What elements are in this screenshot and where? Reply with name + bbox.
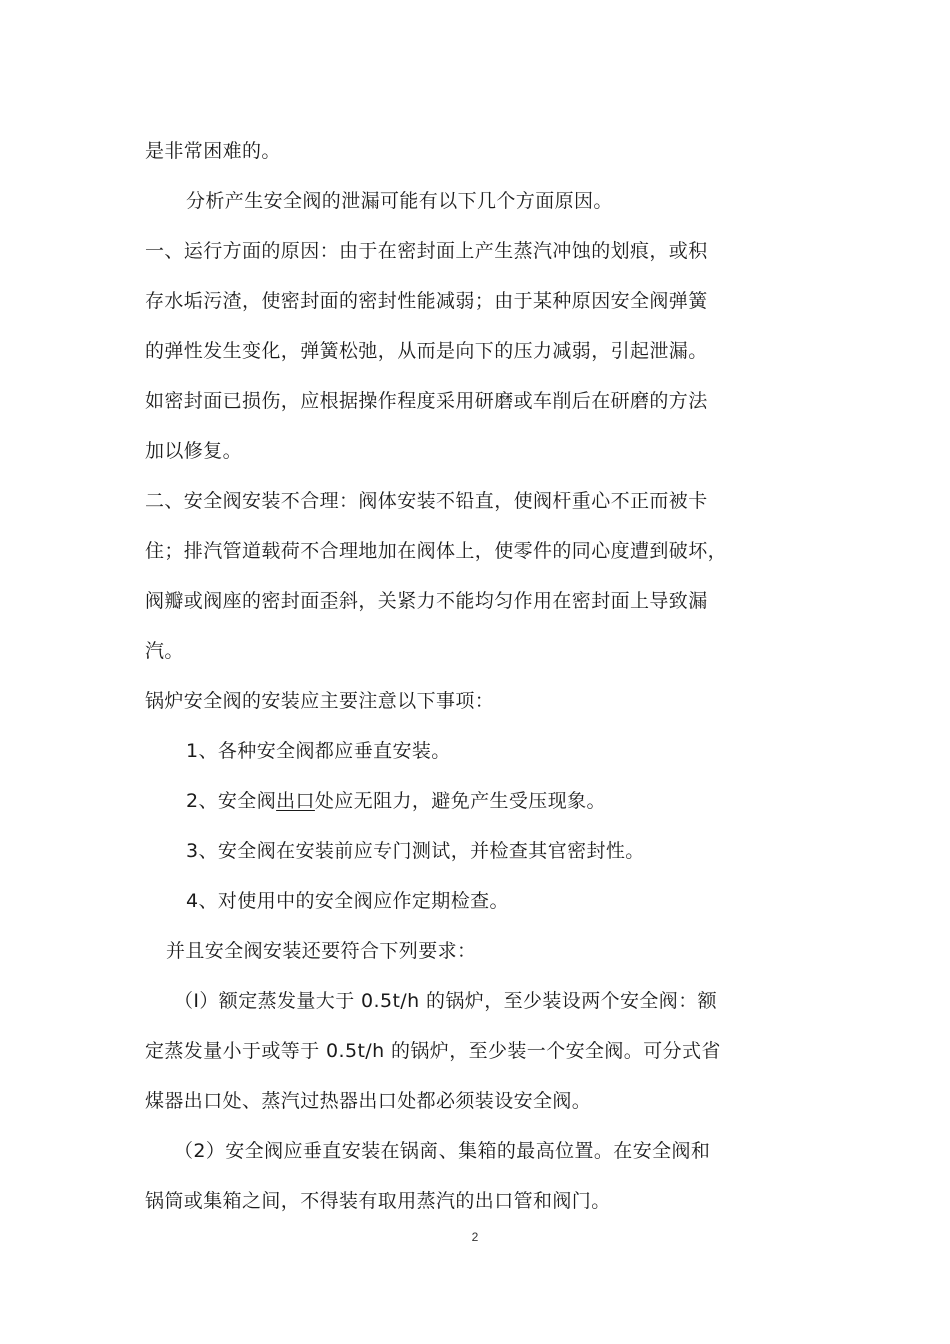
text-line: 二、安全阀安装不合理：阀体安装不铅直，使阀杆重心不正而被卡 (145, 490, 708, 512)
list-item: 3、安全阀在安装前应专门测试，并检查其官密封性。 (186, 840, 645, 862)
page-number: 2 (471, 1230, 479, 1244)
text-line: 锅筒或集箱之间，不得装有取用蒸汽的出口管和阀门。 (145, 1190, 611, 1212)
list-item-text: 2、安全阀 (186, 790, 277, 812)
text-line: 分析产生安全阀的泄漏可能有以下几个方面原因。 (186, 190, 613, 212)
list-item (186, 788, 606, 814)
text-line: （2）安全阀应垂直安装在锅啇、集箱的最高位置。在安全阀和 (174, 1140, 711, 1162)
text-line: 并且安全阀安装还要符合下列要求： (166, 940, 477, 962)
list-item: 1、各种安全阀都应垂直安装。 (186, 740, 451, 762)
text-line: 的弹性发生变化，弹簧松弛，从而是向下的压力减弱，引起泄漏。 (145, 340, 708, 362)
text-line: （I）额定蒸发量大于 0.5t/h 的锅炉，至少装设两个安全阀：额 (174, 990, 717, 1012)
text-line: 加以修复。 (145, 440, 243, 462)
list-item: 4、对使用中的安全阀应作定期检查。 (186, 890, 509, 912)
text-line: 汽。 (145, 640, 184, 662)
text-line: 是非常困难的。 (145, 140, 281, 162)
text-line: 一、运行方面的原因：由于在密封面上产生蒸汽冲蚀的划痕，或积 (145, 240, 708, 262)
text-line: 定蒸发量小于或等于 0.5t/h 的锅炉，至少装一个安全阀。可分式省 (145, 1040, 721, 1062)
text-line: 住；排汽管道载荷不合理地加在阀体上，使零件的同心度遭到破坏， (145, 540, 728, 562)
text-line: 锅炉安全阀的安装应主要注意以下事项： (145, 690, 495, 712)
text-line: 存水垢污渣，使密封面的密封性能减弱；由于某种原因安全阀弹簧 (145, 290, 708, 312)
text-line: 如密封面已损伤，应根据操作程度采用研磨或车削后在研磨的方法 (145, 390, 708, 412)
underlined-text: 出口 (276, 790, 315, 812)
text-line: 煤器出口处、蒸汽过热器出口处都必须装设安全阀。 (145, 1090, 592, 1112)
text-line: 阀瓣或阀座的密封面歪斜，关紧力不能均匀作用在密封面上导致漏 (145, 590, 708, 612)
list-item-text: 处应无阻力，避免产生受压现象。 (314, 790, 606, 812)
